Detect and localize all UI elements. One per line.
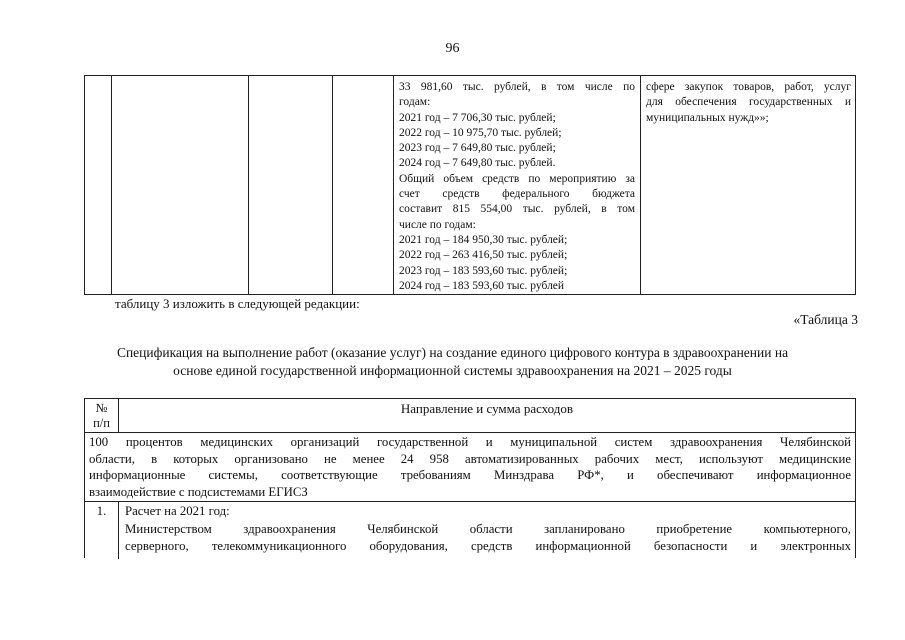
funding-line: 2021 год – 184 950,30 тыс. рублей; [399, 233, 568, 246]
row-number: 1. [96, 503, 107, 518]
row-line: Расчет на 2021 год: [125, 504, 230, 518]
funding-line: 2023 год – 7 649,80 тыс. рублей; [399, 142, 556, 155]
column-divider [393, 76, 394, 294]
procurement-line: муниципальных нужд»»; [646, 111, 769, 124]
column-divider [248, 76, 249, 294]
specification-title [40, 344, 865, 380]
header-direction: Направление и сумма расходов [400, 401, 574, 416]
goal-row [89, 434, 851, 500]
title-line: Спецификация на выполнение работ (оказание услуг) на создание единого цифрового контура в здравоохранении на [116, 345, 789, 360]
goal-line: области, в которых организовано не менее 24 958 автоматизированных рабочих мест, используют медицинские [89, 451, 851, 466]
page-number: 96 [445, 41, 460, 56]
row-content [125, 503, 851, 556]
goal-line: взаимодействие с подсистемами ЕГИСЗ [89, 484, 308, 499]
funding-line: 2022 год – 263 416,50 тыс. рублей; [399, 249, 568, 262]
funding-line: 2024 год – 7 649,80 тыс. рублей. [399, 157, 556, 170]
header-number-symbol: № [95, 401, 108, 415]
column-divider [118, 501, 119, 559]
goal-line: 100 процентов медицинских организаций государственной и муниципальной систем здравоохранения Челябинской [89, 435, 851, 449]
table-reference: «Таблица 3 [793, 312, 858, 327]
funding-line: числе по годам: [399, 218, 476, 231]
funding-cell [399, 80, 635, 294]
column-divider [111, 76, 112, 294]
row-line: Министерством здравоохранения Челябинской области запланировано приобретение компьютерного, [125, 521, 851, 536]
funding-line: составит 815 554,00 тыс. рублей, в том [399, 203, 635, 216]
column-divider [332, 76, 333, 294]
row-divider [85, 501, 855, 502]
procurement-cell [646, 80, 851, 126]
funding-line: Общий объем средств по мероприятию за [399, 172, 635, 185]
funding-line: 33 981,60 тыс. рублей, в том числе по [399, 81, 635, 93]
header-number-abbr: п/п [93, 416, 110, 430]
row-divider [85, 432, 855, 433]
procurement-line: сфере закупок товаров, работ, услуг [646, 81, 851, 93]
procurement-line: для обеспечения государственных и [646, 96, 851, 109]
column-divider [640, 76, 641, 294]
header-number [85, 401, 118, 431]
continuation-table [84, 75, 856, 295]
funding-line: годам: [399, 96, 431, 109]
funding-line: 2021 год – 7 706,30 тыс. рублей; [399, 111, 556, 124]
specification-table [84, 398, 856, 558]
goal-line: информационные системы, соответствующие требованиям Минздрава РФ*, и обеспечивают информационное [89, 468, 851, 482]
title-line: основе единой государственной информационной системы здравоохранения на 2021 – 2025 годы [173, 363, 732, 378]
funding-line: 2023 год – 183 593,60 тыс. рублей; [399, 264, 568, 277]
funding-line: 2024 год – 183 593,60 тыс. рублей [399, 279, 565, 292]
funding-line: счет средств федерального бюджета [399, 188, 635, 201]
instruction-text: таблицу 3 изложить в следующей редакции: [115, 296, 360, 311]
funding-line: 2022 год – 10 975,70 тыс. рублей; [399, 126, 562, 139]
row-line: серверного, телекоммуникационного оборудования, средств информационной безопасности и электронных [125, 539, 851, 553]
